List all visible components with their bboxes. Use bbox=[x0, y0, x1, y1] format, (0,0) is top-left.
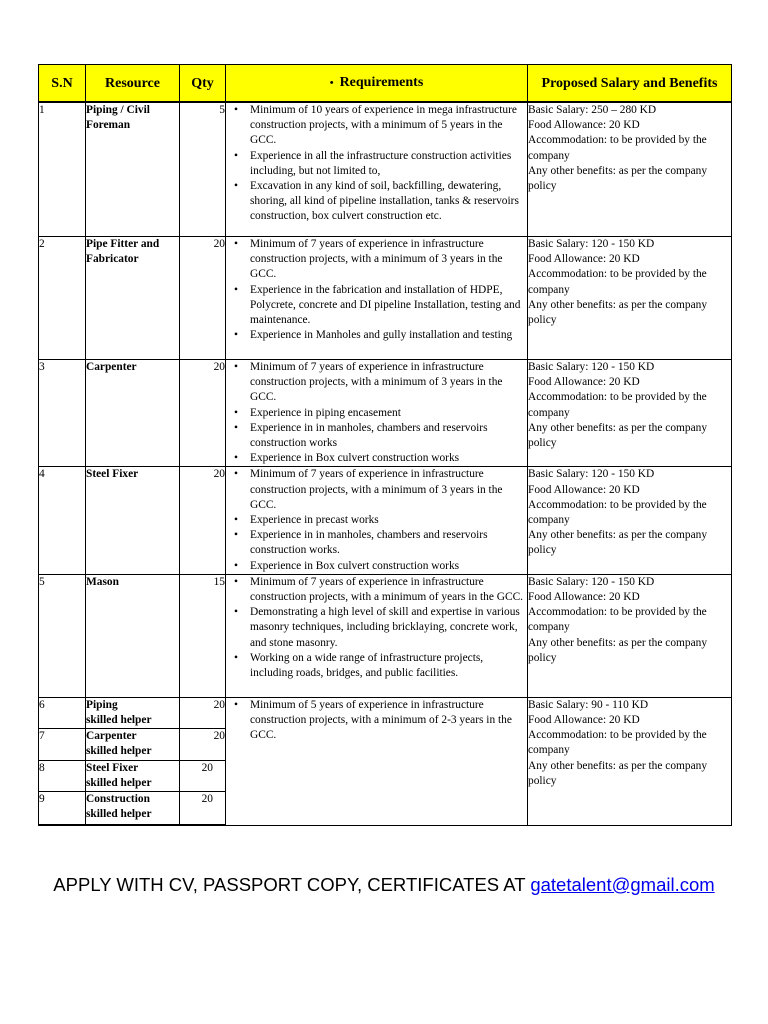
row-qty: 20 bbox=[180, 360, 226, 467]
row-sn: 8 bbox=[39, 760, 86, 791]
row-resource bbox=[86, 760, 180, 791]
apply-footer bbox=[0, 874, 768, 896]
row-salary bbox=[528, 360, 732, 467]
salary-line: Any other benefits: as per the company policy bbox=[528, 636, 708, 664]
row-resource: Pipe Fitter and Fabricator bbox=[86, 237, 180, 360]
apply-text: APPLY WITH CV, PASSPORT COPY, CERTIFICATES AT bbox=[53, 874, 526, 895]
row-resource: Steel Fixer bbox=[86, 467, 180, 574]
table-row bbox=[39, 237, 732, 360]
row-qty: 20 bbox=[180, 467, 226, 574]
salary-line: Basic Salary: 250 – 280 KD bbox=[528, 104, 657, 116]
salary-line: Accommodation: to be provided by the company bbox=[528, 729, 707, 757]
resource-line: Carpenter bbox=[86, 730, 137, 743]
salary-line: Food Allowance: 20 KD bbox=[528, 714, 640, 727]
salary-line: Basic Salary: 90 - 110 KD bbox=[528, 698, 649, 711]
row-resource bbox=[86, 792, 180, 826]
salary-line: Food Allowance: 20 KD bbox=[528, 253, 640, 266]
requirement-item: • Experience in all the infrastructure construction activities including, but not limited to, bbox=[226, 149, 527, 179]
row-requirements bbox=[226, 360, 528, 467]
table-row bbox=[39, 360, 732, 467]
requirement-item: • Experience in precast works bbox=[226, 513, 527, 528]
row-requirements bbox=[226, 467, 528, 574]
row-qty: 20 bbox=[180, 729, 226, 760]
row-resource: Carpenter bbox=[86, 360, 180, 467]
salary-line: Any other benefits: as per the company policy bbox=[528, 164, 708, 193]
requirement-item: • Experience in in manholes, chambers and reservoirs construction works bbox=[226, 421, 527, 451]
row-resource bbox=[86, 729, 180, 760]
salary-line: Basic Salary: 120 - 150 KD bbox=[528, 361, 655, 373]
salary-line: Any other benefits: as per the company policy bbox=[528, 421, 708, 450]
salary-line: Any other benefits: as per the company policy bbox=[528, 759, 708, 787]
requirement-item: • Experience in Box culvert construction works bbox=[226, 559, 527, 574]
requirement-item: • Experience in piping encasement bbox=[226, 406, 527, 421]
helper-requirements bbox=[226, 697, 528, 825]
salary-line: Accommodation: to be provided by the company bbox=[528, 498, 707, 527]
salary-line: Accommodation: to be provided by the company bbox=[528, 606, 707, 634]
resource-line: skilled helper bbox=[86, 808, 152, 821]
table-header-row bbox=[39, 65, 732, 103]
resource-line: skilled helper bbox=[86, 714, 152, 727]
row-sn: 5 bbox=[39, 574, 86, 697]
resource-line: Steel Fixer bbox=[86, 761, 139, 774]
row-qty: 5 bbox=[180, 102, 226, 237]
requirement-item: • Experience in in manholes, chambers and reservoirs construction works. bbox=[226, 528, 527, 558]
salary-line: Basic Salary: 120 - 150 KD bbox=[528, 468, 655, 481]
header-requirements-label: Requirements bbox=[339, 75, 424, 90]
header-sn: S.N bbox=[39, 65, 86, 103]
salary-line: Any other benefits: as per the company policy bbox=[528, 529, 708, 557]
resource-line: Construction bbox=[86, 793, 150, 806]
requirement-item: • Minimum of 7 years of experience in infrastructure construction projects, with a minimum of years in the GCC. bbox=[226, 575, 527, 605]
salary-line: Accommodation: to be provided by the company bbox=[528, 134, 707, 162]
helper-salary bbox=[528, 697, 732, 825]
header-requirements bbox=[226, 65, 528, 103]
resource-line: skilled helper bbox=[86, 776, 152, 789]
requirement-item: • Excavation in any kind of soil, backfilling, dewatering, shoring, all kind of pipeline installation, tanks & reservoirs construction, box culvert construction etc. bbox=[226, 179, 527, 225]
row-qty: 20 bbox=[180, 792, 226, 826]
row-salary bbox=[528, 237, 732, 360]
row-resource bbox=[86, 697, 180, 728]
row-qty: 20 bbox=[180, 760, 226, 791]
row-sn: 6 bbox=[39, 697, 86, 728]
row-sn: 7 bbox=[39, 729, 86, 760]
row-sn: 2 bbox=[39, 237, 86, 360]
row-qty: 20 bbox=[180, 237, 226, 360]
salary-line: Food Allowance: 20 KD bbox=[528, 376, 640, 389]
requirement-item: • Minimum of 10 years of experience in mega infrastructure construction projects, with a minimum of 5 years in the GCC. bbox=[226, 103, 527, 149]
row-qty: 20 bbox=[180, 697, 226, 728]
salary-line: Food Allowance: 20 KD bbox=[528, 483, 640, 496]
header-salary: Proposed Salary and Benefits bbox=[528, 65, 732, 103]
requirement-item: • Minimum of 5 years of experience in infrastructure construction projects, with a minimum of 2-3 years in the GCC. bbox=[226, 698, 527, 744]
row-salary bbox=[528, 467, 732, 574]
row-sn: 3 bbox=[39, 360, 86, 467]
table-row bbox=[39, 574, 732, 697]
job-vacancies-table bbox=[38, 64, 732, 826]
row-salary bbox=[528, 102, 732, 237]
table-row bbox=[39, 697, 732, 728]
row-requirements bbox=[226, 237, 528, 360]
requirement-item: • Minimum of 7 years of experience in infrastructure construction projects, with a minimum of 3 years in the GCC. bbox=[226, 360, 527, 406]
row-salary bbox=[528, 574, 732, 697]
email-link[interactable]: gatetalent@gmail.com bbox=[530, 874, 715, 895]
row-qty: 15 bbox=[180, 574, 226, 697]
row-sn: 9 bbox=[39, 792, 86, 826]
row-requirements bbox=[226, 574, 528, 697]
requirement-item: • Minimum of 7 years of experience in infrastructure construction projects, with a minimum of 3 years in the GCC. bbox=[226, 237, 527, 283]
requirement-item: • Demonstrating a high level of skill and expertise in various masonry techniques, including bricklaying, concrete work, and stone masonry. bbox=[226, 605, 527, 651]
salary-line: Accommodation: to be provided by the company bbox=[528, 391, 707, 419]
table-row bbox=[39, 102, 732, 237]
row-resource: Mason bbox=[86, 574, 180, 697]
resource-line: skilled helper bbox=[86, 745, 152, 758]
table-row bbox=[39, 467, 732, 574]
requirement-item: • Experience in the fabrication and installation of HDPE, Polycrete, concrete and DI pipeline Installation, testing and maintenance. bbox=[226, 283, 527, 329]
salary-line: Any other benefits: as per the company policy bbox=[528, 298, 708, 327]
requirement-item: • Working on a wide range of infrastructure projects, including roads, bridges, and public facilities. bbox=[226, 651, 527, 681]
header-qty: Qty bbox=[180, 65, 226, 103]
requirement-item: • Experience in Manholes and gully installation and testing bbox=[226, 328, 527, 343]
requirement-item: • Minimum of 7 years of experience in infrastructure construction projects, with a minimum of 3 years in the GCC. bbox=[226, 467, 527, 513]
requirement-item: • Experience in Box culvert construction works bbox=[226, 451, 527, 466]
salary-line: Food Allowance: 20 KD bbox=[528, 119, 640, 132]
row-requirements bbox=[226, 102, 528, 237]
salary-line: Food Allowance: 20 KD bbox=[528, 591, 640, 604]
row-resource: Piping / Civil Foreman bbox=[86, 102, 180, 237]
salary-line: Accommodation: to be provided by the company bbox=[528, 268, 707, 296]
salary-line: Basic Salary: 120 - 150 KD bbox=[528, 238, 655, 250]
resource-line: Piping bbox=[86, 698, 118, 711]
header-resource: Resource bbox=[86, 65, 180, 103]
row-sn: 1 bbox=[39, 102, 86, 237]
salary-line: Basic Salary: 120 - 150 KD bbox=[528, 575, 655, 588]
row-sn: 4 bbox=[39, 467, 86, 574]
bullet-icon: • bbox=[329, 77, 334, 89]
